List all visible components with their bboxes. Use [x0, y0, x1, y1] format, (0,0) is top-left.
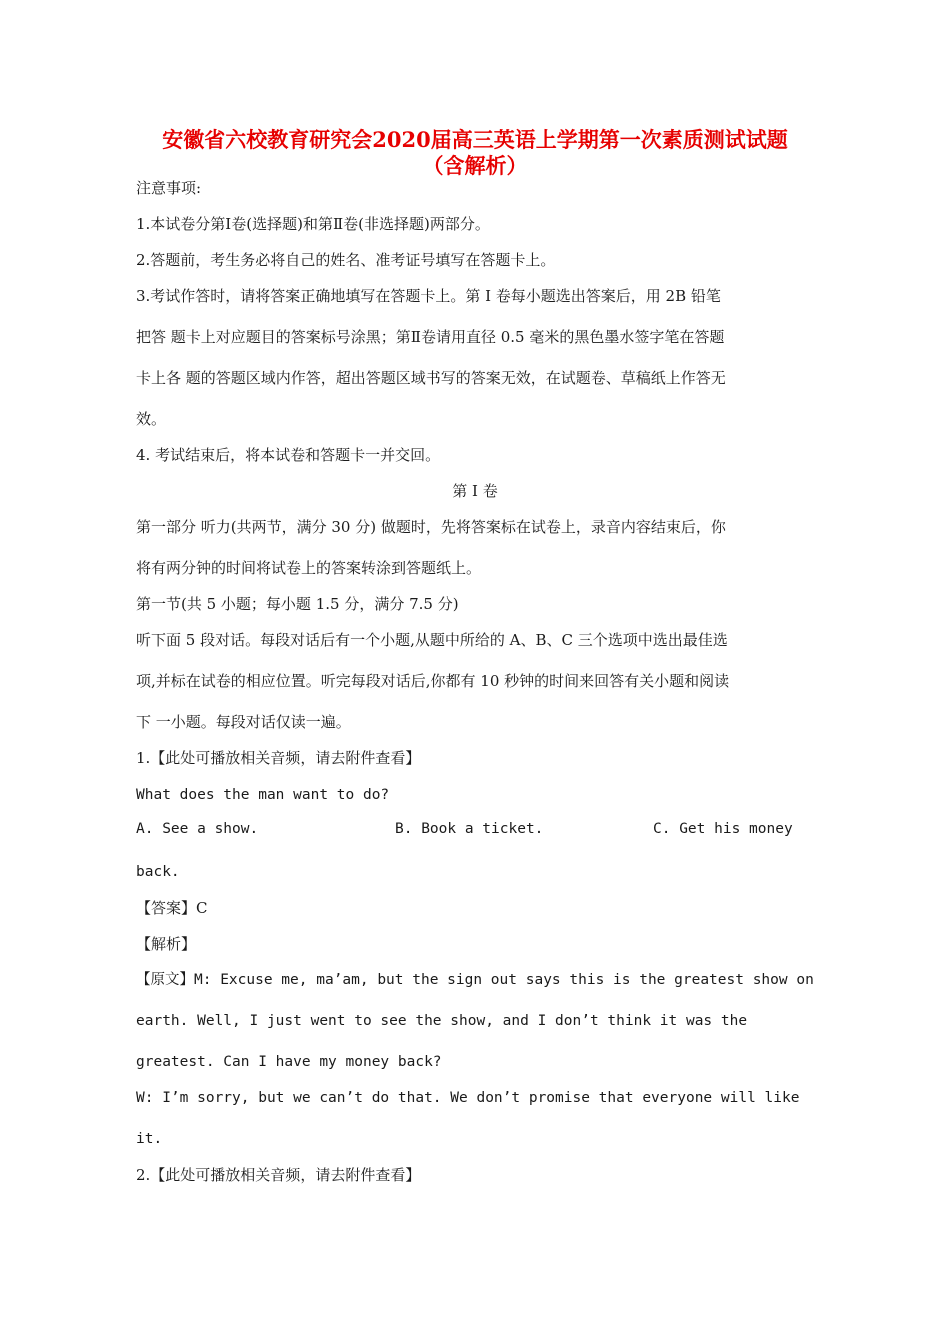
notice-item-3-line-4: 效。: [136, 410, 167, 428]
q1-transcript-line-3: greatest. Can I have my money back?: [136, 1054, 442, 1070]
q1-question: What does the man want to do?: [136, 787, 390, 803]
notice-item-3-line-1: 3.考试作答时，请将答案正确地填写在答题卡上。第 Ⅰ 卷每小题选出答案后，用 2B 铅笔: [136, 287, 721, 305]
q1-transcript-line-1: 【原文】M: Excuse me, ma’am, but the sign out says this is the greatest show on: [136, 972, 814, 988]
section1-line-2: 项,并标在试卷的相应位置。听完每段对话后,你都有 10 秒钟的时间来回答有关小题和阅读: [136, 672, 730, 690]
section1-line-1: 听下面 5 段对话。每段对话后有一个小题,从题中所给的 A、B、C 三个选项中选出最佳选: [136, 631, 728, 649]
volume-heading: 第 Ⅰ 卷: [452, 482, 498, 500]
q1-audio-note: 1.【此处可播放相关音频，请去附件查看】: [136, 749, 421, 767]
q1-answer: 【答案】C: [136, 899, 208, 917]
section1-heading: 第一节(共 5 小题；每小题 1.5 分，满分 7.5 分): [136, 595, 459, 613]
notice-item-3-line-3: 卡上各 题的答题区域内作答，超出答题区域书写的答案无效，在试题卷、草稿纸上作答无: [136, 369, 726, 387]
notice-heading: 注意事项:: [136, 179, 202, 197]
q2-audio-note: 2.【此处可播放相关音频，请去附件查看】: [136, 1166, 421, 1184]
notice-item-4: 4. 考试结束后，将本试卷和答题卡一并交回。: [136, 446, 441, 464]
notice-item-1: 1.本试卷分第Ⅰ卷(选择题)和第Ⅱ卷(非选择题)两部分。: [136, 215, 490, 233]
section1-line-3: 下 一小题。每段对话仅读一遍。: [136, 713, 351, 731]
q1-option-b: B. Book a ticket.: [395, 821, 544, 837]
q1-transcript-line-5: it.: [136, 1131, 163, 1147]
notice-item-2: 2.答题前，考生务必将自己的姓名、准考证号填写在答题卡上。: [136, 251, 556, 269]
part1-line-1: 第一部分 听力(共两节，满分 30 分) 做题时，先将答案标在试卷上，录音内容结束后，你: [136, 518, 726, 536]
document-title: 安徽省六校教育研究会2020届高三英语上学期第一次素质测试试题: [162, 127, 788, 152]
q1-transcript-line-2: earth. Well, I just went to see the show, and I don’t think it was the: [136, 1013, 748, 1029]
q1-analysis-label: 【解析】: [136, 935, 197, 953]
q1-transcript-line-4: W: I’m sorry, but we can’t do that. We don’t promise that everyone will like: [136, 1090, 800, 1106]
notice-item-3-line-2: 把答 题卡上对应题目的答案标号涂黑；第Ⅱ卷请用直径 0.5 毫米的黑色墨水签字笔在答题: [136, 328, 725, 346]
document-title-suffix: （含解析）: [422, 153, 528, 178]
q1-option-c: C. Get his money: [653, 821, 793, 837]
q1-option-a: A. See a show.: [136, 821, 259, 837]
part1-line-2: 将有两分钟的时间将试卷上的答案转涂到答题纸上。: [136, 559, 482, 577]
q1-option-c-continued: back.: [136, 864, 180, 880]
